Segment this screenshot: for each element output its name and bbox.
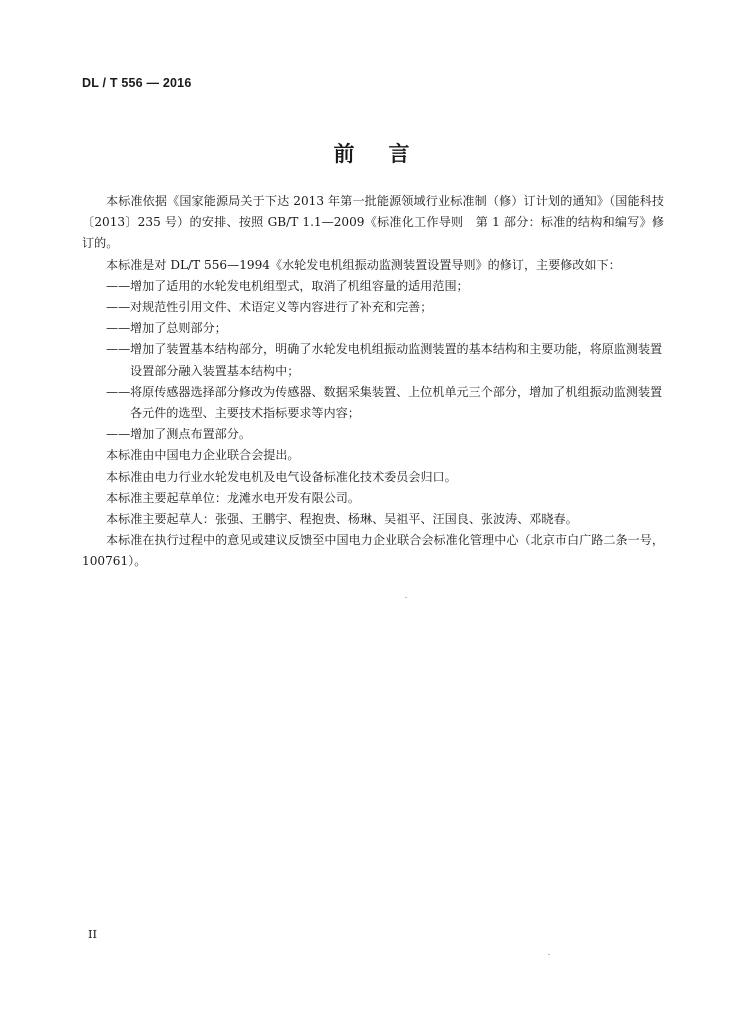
dash-marker: —— bbox=[106, 300, 131, 315]
paragraph-revision-intro: 本标准是对 DL/T 556—1994《水轮发电机组振动监测装置设置导则》的修订，主要修改如下： bbox=[106, 257, 621, 272]
change-item-text: 对规范性引用文件、术语定义等内容进行了补充和完善； bbox=[130, 300, 433, 315]
change-item bbox=[82, 339, 664, 381]
paragraph-proposed-by: 本标准由中国电力企业联合会提出。 bbox=[106, 448, 300, 463]
change-item-text: 增加了测点布置部分。 bbox=[130, 427, 251, 442]
change-item-text: 增加了装置基本结构部分，明确了水轮发电机组振动监测装置的基本结构和主要功能，将原监测装置设置部分融入装置基本结构中； bbox=[130, 342, 663, 378]
change-item bbox=[82, 424, 664, 445]
paragraph-basis: 本标准依据《国家能源局关于下达 2013 年第一批能源领域行业标准制（修）订计划的通知》（国能科技〔2013〕235 号）的安排、按照 GB/T 1.1—2009《标准化工作导则 第 1 部分：标准的结构和编写》修订的。 bbox=[82, 194, 664, 251]
dash-marker: —— bbox=[106, 427, 131, 442]
change-item bbox=[82, 276, 664, 297]
dash-marker: —— bbox=[106, 342, 131, 357]
change-item-text: 将原传感器选择部分修改为传感器、数据采集装置、上位机单元三个部分，增加了机组振动监测装置各元件的选型、主要技术指标要求等内容； bbox=[130, 384, 663, 421]
scan-speck bbox=[405, 597, 407, 598]
change-item bbox=[82, 297, 664, 318]
paragraph-administered-by: 本标准由电力行业水轮发电机及电气设备标准化技术委员会归口。 bbox=[106, 469, 457, 484]
paragraph-feedback: 本标准在执行过程中的意见或建议反馈至中国电力企业联合会标准化管理中心（北京市白广路二条一号，100761）。 bbox=[82, 533, 664, 569]
document-code: DL / T 556 — 2016 bbox=[82, 76, 192, 90]
change-item-text: 增加了适用的水轮发电机组型式，取消了机组容量的适用范围； bbox=[130, 278, 469, 293]
dash-marker: —— bbox=[106, 278, 131, 293]
page-title: 前言 bbox=[333, 142, 444, 166]
change-item bbox=[82, 318, 664, 339]
dash-marker: —— bbox=[106, 384, 131, 399]
change-item-text: 增加了总则部分； bbox=[130, 321, 227, 336]
paragraph-drafters: 本标准主要起草人：张强、王鹏宇、程抱贵、杨琳、吴祖平、汪国良、张波涛、邓晓春。 bbox=[106, 512, 578, 527]
dash-marker: —— bbox=[106, 321, 131, 336]
change-item bbox=[82, 382, 664, 424]
foreword-body bbox=[82, 191, 664, 573]
paragraph-drafting-unit: 本标准主要起草单位：龙滩水电开发有限公司。 bbox=[106, 490, 360, 505]
scan-speck bbox=[548, 954, 550, 955]
page-number: II bbox=[88, 927, 98, 941]
